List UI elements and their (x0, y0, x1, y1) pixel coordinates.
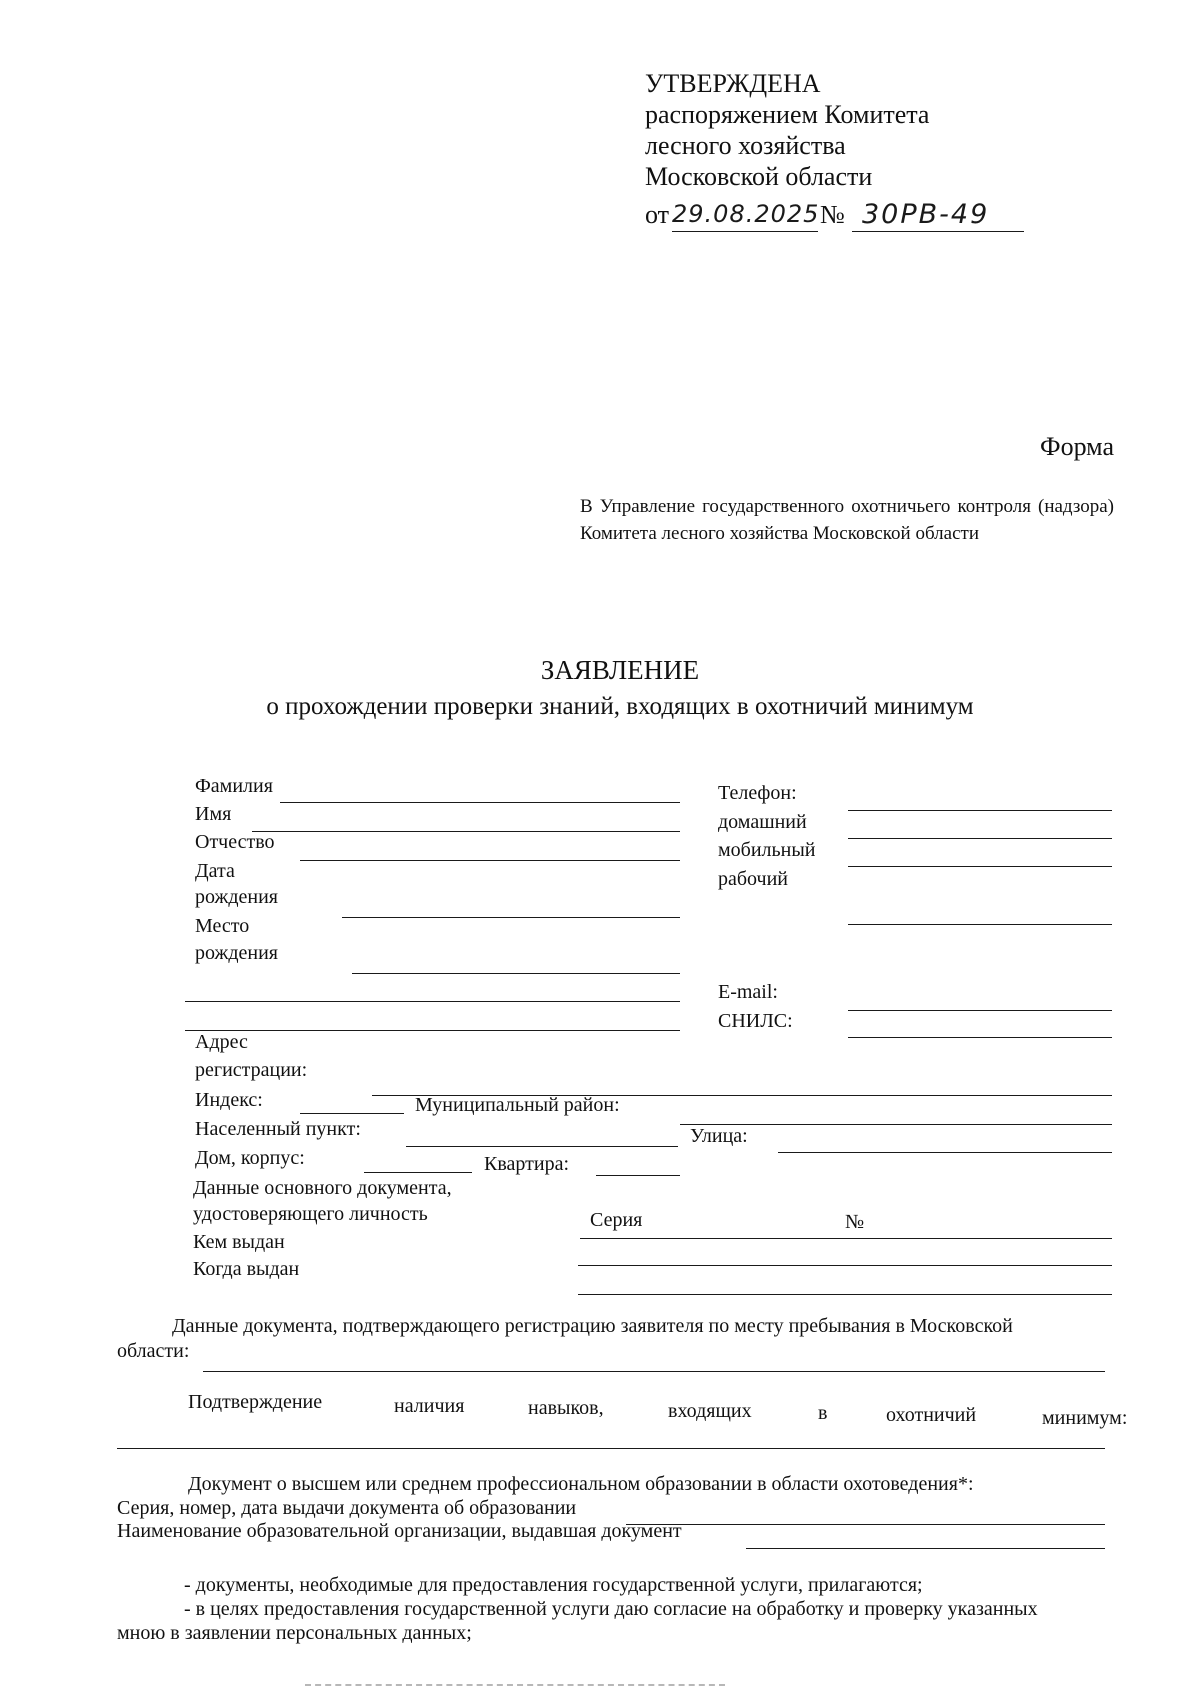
page-edge-line (305, 1684, 725, 1686)
birth-date-field[interactable] (342, 917, 680, 918)
phone-mobile-field[interactable] (848, 866, 1112, 867)
skills-field[interactable] (117, 1448, 1105, 1449)
skills-word: охотничий (886, 1404, 977, 1426)
house-field[interactable] (364, 1172, 472, 1173)
note-consent: - в целях предоставления государственной услуги даю согласие на обработку и проверку указанных (184, 1598, 1038, 1620)
apartment-label: Квартира: (484, 1153, 570, 1175)
district-label: Муниципальный район: (415, 1094, 620, 1116)
addressee: В Управление государственного охотничьего контроля (надзора) Комитета лесного хозяйства Московской области (580, 496, 1114, 544)
address-label-2: регистрации: (195, 1059, 308, 1081)
approval-number-handwritten: 30РВ-49 (862, 199, 990, 230)
approval-date-handwritten: 29.08.2025 (672, 200, 820, 228)
approval-title: УТВЕРЖДЕНА (645, 69, 821, 98)
approval-line: Московской области (645, 162, 873, 191)
approval-block (645, 68, 929, 192)
street-label: Улица: (690, 1125, 748, 1147)
registration-doc-text-2: области: (117, 1340, 190, 1362)
education-series-field[interactable] (626, 1524, 1105, 1525)
patronymic-field[interactable] (300, 860, 680, 861)
birth-date-label: Дата (195, 860, 235, 882)
patronymic-label: Отчество (195, 831, 275, 853)
phone-work-field[interactable] (848, 924, 1112, 925)
skills-word: входящих (668, 1400, 752, 1422)
registration-doc-field[interactable] (203, 1371, 1105, 1372)
settlement-label: Населенный пункт: (195, 1118, 361, 1140)
issued-when-label: Когда выдан (193, 1258, 300, 1280)
phone-mobile-label: мобильный (718, 839, 816, 861)
skills-word: навыков, (528, 1397, 604, 1419)
settlement-field[interactable] (406, 1146, 678, 1147)
surname-label: Фамилия (195, 775, 273, 797)
birth-place-field[interactable] (352, 973, 680, 974)
date-underline (672, 231, 818, 232)
apartment-field[interactable] (596, 1175, 680, 1176)
education-series-label: Серия, номер, дата выдачи документа об образовании (117, 1497, 577, 1519)
street-field[interactable] (778, 1152, 1112, 1153)
id-doc-label: Данные основного документа, (193, 1177, 452, 1199)
note-documents: - документы, необходимые для предоставления государственной услуги, прилагаются; (184, 1574, 923, 1596)
registration-doc-text: Данные документа, подтверждающего регистрацию заявителя по месту пребывания в Московской (172, 1315, 1013, 1337)
approval-number-sign: № (820, 200, 845, 229)
issued-by-field[interactable] (578, 1265, 1112, 1266)
education-org-label: Наименование образовательной организации, выдавшая документ (117, 1520, 682, 1542)
form-label: Форма (1040, 432, 1114, 461)
approval-line: распоряжением Комитета (645, 100, 930, 129)
name-label: Имя (195, 803, 232, 825)
index-label: Индекс: (195, 1089, 263, 1111)
skills-word: минимум: (1042, 1407, 1128, 1429)
phone-work-label: рабочий (718, 868, 788, 890)
skills-word: в (818, 1402, 828, 1424)
house-label: Дом, корпус: (195, 1147, 305, 1169)
extra-field-line[interactable] (185, 1001, 680, 1002)
skills-word: наличия (394, 1395, 465, 1417)
issued-when-field[interactable] (578, 1294, 1112, 1295)
series-label: Серия (590, 1209, 643, 1231)
index-field[interactable] (300, 1113, 404, 1114)
id-number-label: № (845, 1211, 865, 1233)
education-heading: Документ о высшем или среднем профессиональном образовании в области охотоведения*: (188, 1473, 974, 1495)
phone-label: Телефон: (718, 782, 797, 804)
extra-field-line[interactable] (185, 1030, 680, 1031)
snils-field[interactable] (848, 1037, 1112, 1038)
document-subtitle: о прохождении проверки знаний, входящих в охотничий минимум (266, 693, 974, 720)
approval-line: лесного хозяйства (645, 131, 846, 160)
skills-word: Подтверждение (188, 1391, 323, 1413)
name-field[interactable] (252, 831, 680, 832)
document-title: ЗАЯВЛЕНИЕ (540, 655, 700, 685)
surname-field[interactable] (280, 802, 680, 803)
id-doc-label-2: удостоверяющего личность (193, 1203, 428, 1225)
phone-home-field[interactable] (848, 838, 1112, 839)
issued-by-label: Кем выдан (193, 1231, 285, 1253)
series-number-field[interactable] (580, 1238, 1112, 1239)
birth-place-label-2: рождения (195, 942, 278, 964)
approval-date-prefix: от (645, 200, 670, 229)
phone-home-label: домашний (718, 811, 807, 833)
email-label: E-mail: (718, 981, 778, 1003)
phone-field[interactable] (848, 810, 1112, 811)
birth-date-label-2: рождения (195, 886, 278, 908)
number-underline (852, 231, 1024, 232)
address-label: Адрес (195, 1031, 248, 1053)
education-org-field[interactable] (746, 1548, 1105, 1549)
note-consent-2: мною в заявлении персональных данных; (117, 1622, 472, 1644)
birth-place-label: Место (195, 915, 250, 937)
snils-label: СНИЛС: (718, 1010, 793, 1032)
email-field[interactable] (848, 1010, 1112, 1011)
